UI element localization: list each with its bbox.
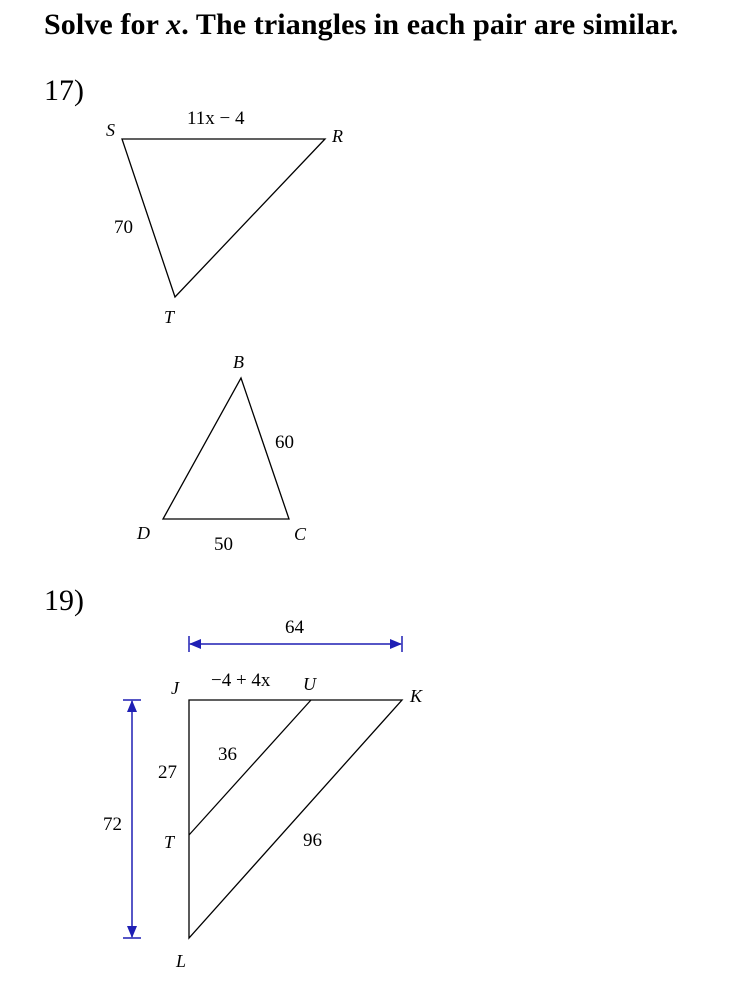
triangle-bdc	[136, 352, 307, 555]
dimension-jl	[103, 700, 141, 938]
segment-tu	[189, 700, 311, 835]
side-label-st: 70	[114, 217, 133, 238]
vertex-label-b: B	[233, 352, 244, 372]
triangle-jkl	[158, 670, 423, 971]
vertex-label-t: T	[164, 307, 175, 327]
vertex-label-s: S	[106, 120, 115, 140]
side-label-lk: 96	[303, 830, 322, 851]
vertex-label-r: R	[332, 126, 343, 146]
problem-17-number: 17)	[44, 74, 84, 107]
side-label-jt: 27	[158, 762, 177, 783]
side-label-bc: 60	[275, 432, 294, 453]
dimension-jk	[189, 617, 402, 652]
side-label-sr: 11x − 4	[187, 108, 245, 129]
side-label-tu: 36	[218, 744, 237, 765]
vertex-label-c: C	[294, 524, 307, 544]
vertex-label-t-lower: T	[164, 832, 175, 852]
side-label-dc: 50	[214, 534, 233, 555]
vertex-label-u: U	[303, 674, 316, 694]
vertex-label-l: L	[176, 951, 187, 971]
vertex-label-k: K	[410, 686, 423, 706]
vertex-label-d: D	[137, 523, 150, 543]
problem-19-number: 19)	[44, 584, 84, 617]
instructions-text-2: . The triangles in each pair are similar.	[181, 8, 679, 41]
triangle-srt	[106, 108, 343, 327]
instructions-text-1: Solve for	[44, 8, 167, 41]
dimension-label-jk: 64	[285, 617, 304, 638]
dimension-label-jl: 72	[103, 814, 122, 835]
triangle-bdc-outline	[163, 378, 289, 519]
triangle-srt-outline	[122, 139, 325, 297]
triangle-jkl-outline	[189, 700, 402, 938]
vertex-label-j: J	[171, 678, 179, 698]
side-label-ju: −4 + 4x	[211, 670, 271, 691]
instructions-variable: x	[166, 8, 182, 41]
